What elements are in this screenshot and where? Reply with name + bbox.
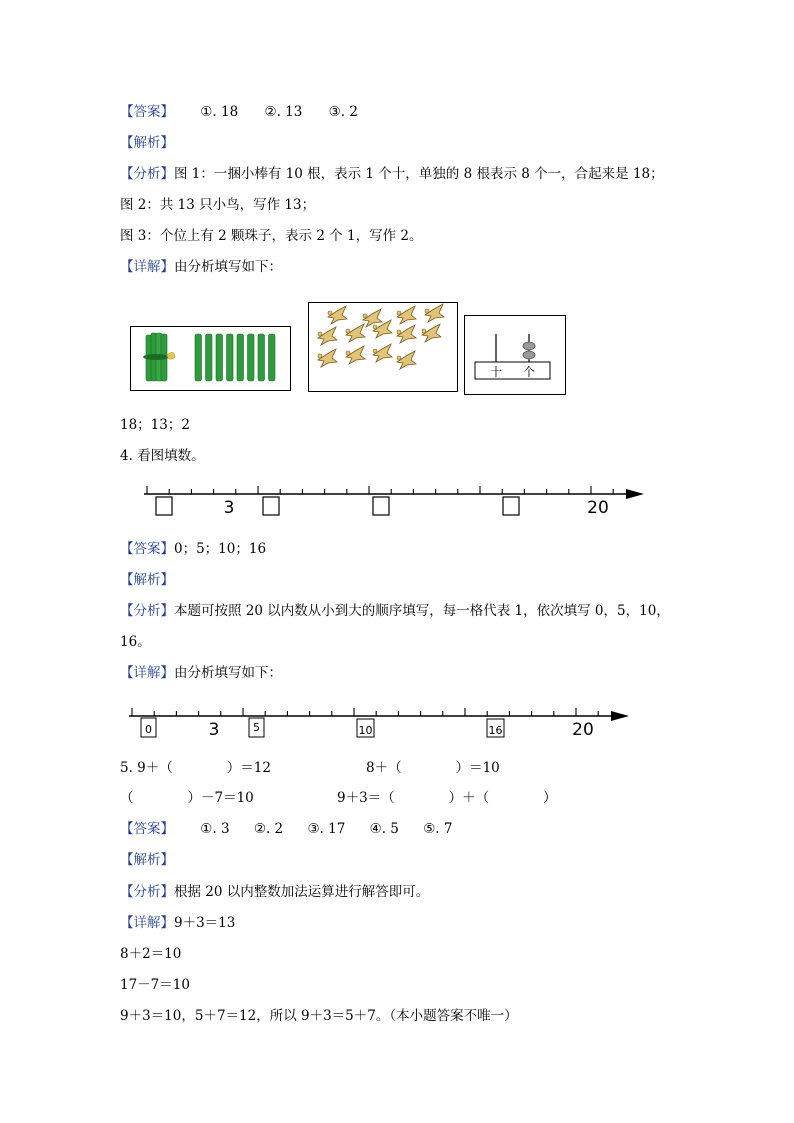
fenxi-tag: 【分析】 — [120, 603, 174, 619]
single-stick — [269, 334, 276, 381]
tick-label: 3 — [223, 498, 235, 518]
bird — [425, 304, 444, 322]
q3-analysis-line1 — [120, 166, 664, 182]
bird — [397, 306, 416, 324]
answer-text: 0；5；10；16 — [174, 541, 267, 557]
q3-final-answer: 18；13；2 — [120, 417, 190, 433]
q4-answer-line — [120, 541, 266, 557]
q5-analysis-line — [120, 884, 429, 900]
bird — [373, 344, 392, 362]
q4-analysis-line2: 16。 — [120, 634, 151, 650]
sticks-figure — [130, 326, 291, 391]
blank-box[interactable] — [263, 497, 279, 515]
single-stick — [206, 334, 213, 381]
q5-row1 — [120, 760, 271, 776]
abacus-bead — [523, 342, 535, 350]
filled-value: 10 — [358, 724, 373, 737]
detail-text: 由分析填写如下： — [174, 259, 282, 275]
single-stick — [195, 334, 202, 381]
single-stick — [248, 334, 255, 381]
answer-item: ②. 2 — [253, 821, 284, 837]
analysis-text: 本题可按照 20 以内数从小到大的顺序填写，每一格代表 1，依次填写 0，5，10， — [174, 603, 670, 619]
detail-text: 9＋3＝13 — [174, 915, 236, 931]
q5-detail-line3: 17－7＝10 — [120, 977, 190, 993]
q3-detail-line — [120, 259, 282, 275]
bird — [422, 324, 441, 342]
q5-answer-line — [120, 821, 452, 837]
answer-tag: 【答案】 — [120, 541, 174, 557]
q3-analysis-line2: 图 2：共 13 只小鸟，写作 13； — [120, 197, 316, 213]
detail-text: 由分析填写如下： — [174, 665, 282, 681]
single-stick — [258, 334, 265, 381]
tick-label: 3 — [208, 720, 220, 740]
number-line-answer — [125, 702, 635, 744]
tick-label: 20 — [572, 720, 594, 740]
equation: （ ）－7＝10 — [120, 790, 254, 806]
answer-tag: 【答案】 — [120, 104, 174, 120]
birds-figure — [308, 302, 458, 392]
filled-value: 0 — [145, 723, 152, 736]
blank-box[interactable] — [503, 497, 519, 515]
bird — [397, 351, 416, 369]
bird — [397, 325, 416, 343]
q3-analysis-line3: 图 3：个位上有 2 颗珠子，表示 2 个 1，写作 2。 — [120, 228, 423, 244]
q5-detail-line1 — [120, 915, 235, 931]
abacus-tens-label: 十 — [489, 365, 503, 379]
equation: 5. 9＋（ ）＝12 — [120, 760, 271, 776]
fenxi-tag: 【分析】 — [120, 166, 174, 182]
answer-item: ②. 13 — [264, 104, 303, 120]
abacus-bead — [523, 351, 535, 359]
analysis-tag: 【解析】 — [120, 572, 174, 588]
answer-item: ④. 5 — [369, 821, 399, 837]
blank-box[interactable] — [373, 497, 389, 515]
single-stick — [216, 334, 223, 381]
bird — [328, 306, 347, 324]
equation: 9＋3＝（ ）＋（ ） — [337, 790, 557, 806]
q5-detail-line2: 8＋2＝10 — [120, 946, 182, 962]
answer-item: ①. 18 — [200, 104, 239, 120]
q4-analysis-line1 — [120, 603, 670, 619]
blank-box[interactable] — [156, 497, 172, 515]
q3-answer-line — [120, 104, 358, 120]
answer-item: ③. 2 — [328, 104, 358, 120]
q4-question: 4. 看图填数。 — [120, 448, 205, 464]
bird — [346, 324, 365, 342]
bird — [318, 327, 337, 345]
bird — [346, 346, 365, 364]
analysis-text: 根据 20 以内整数加法运算进行解答即可。 — [174, 884, 430, 900]
answer-tag: 【答案】 — [120, 821, 174, 837]
single-sticks — [195, 334, 275, 381]
detail-tag: 【详解】 — [120, 259, 174, 275]
analysis-text: 图 1：一捆小棒有 10 根，表示 1 个十，单独的 8 根表示 8 个一，合起来是 18； — [174, 166, 664, 182]
detail-tag: 【详解】 — [120, 665, 174, 681]
bird — [363, 309, 382, 327]
abacus-ones-label: 个 — [522, 365, 536, 379]
single-stick — [227, 334, 234, 381]
abacus-figure — [464, 315, 566, 395]
number-line-question — [140, 480, 650, 522]
single-stick — [237, 334, 244, 381]
q4-detail-line — [120, 665, 282, 681]
equation: 8＋（ ）＝10 — [366, 760, 500, 776]
answer-item: ①. 3 — [200, 821, 230, 837]
analysis-tag: 【解析】 — [120, 135, 174, 151]
filled-value: 5 — [253, 721, 260, 734]
fenxi-tag: 【分析】 — [120, 884, 174, 900]
tick-label: 20 — [587, 498, 609, 518]
answer-item: ③. 17 — [307, 821, 346, 837]
bird — [318, 349, 337, 367]
filled-value: 16 — [488, 724, 503, 737]
stick-bundle — [143, 333, 175, 381]
detail-tag: 【详解】 — [120, 915, 174, 931]
q5-detail-line4: 9＋3＝10，5＋7＝12，所以 9＋3＝5＋7。（本小题答案不唯一） — [120, 1008, 518, 1024]
analysis-tag: 【解析】 — [120, 852, 174, 868]
answer-item: ⑤. 7 — [423, 821, 453, 837]
